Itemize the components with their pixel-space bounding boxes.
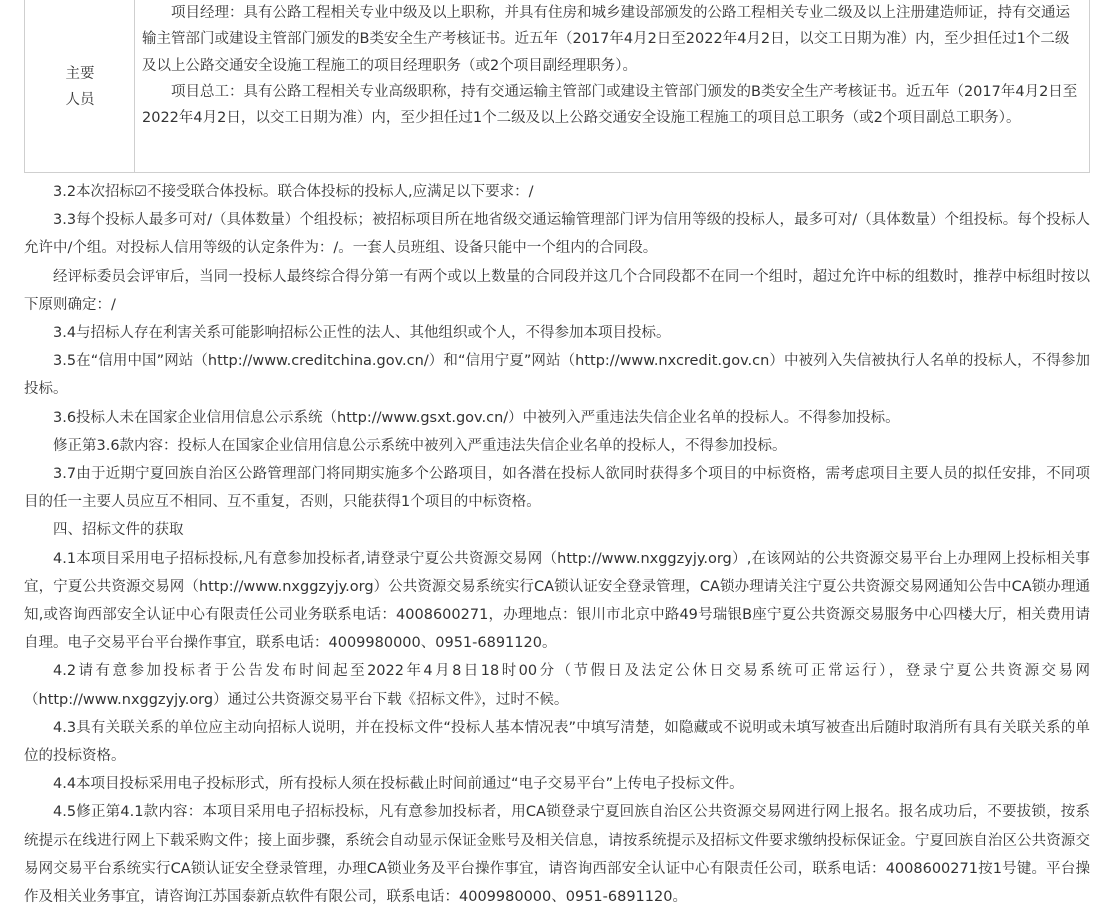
paragraph: 4.3具有关联关系的单位应主动向招标人说明，并在投标文件“投标人基本情况表”中填写清楚，如隐藏或不说明或未填写被查出后随时取消所有具有关联关系的单位的投标资格。	[24, 719, 1090, 765]
table-label-line: 主要	[65, 66, 95, 82]
project-manager-requirement: 项目经理：具有公路工程相关专业中级及以上职称，并具有住房和城乡建设部颁发的公路工程相关专业二级及以上注册建造师证，持有交通运输主管部门或建设主管部门颁发的B类安全生产考核证书。近五年（2017年4月2日至2022年4月2日，以交工日期为准）内，至少担任过1个二级及以上公路交通安全设施工程施工的项目经理职务（或2个项目副经理职务）。	[142, 5, 1070, 74]
personnel-table	[24, 0, 1090, 173]
paragraph: 经评标委员会评审后，当同一投标人最终综合得分第一有两个或以上数量的合同段并这几个合同段都不在同一个组时，超过允许中标的组数时，推荐中标组时按以下原则确定：/	[24, 268, 1090, 313]
paragraph: 4.5修正第4.1款内容：本项目采用电子招标投标，凡有意参加投标者，用CA锁登录宁夏回族自治区公共资源交易网进行网上报名。报名成功后，不要拔锁，按系统提示在线进行网上下载采购文件；接上面步骤，系统会自动显示保证金账号及相关信息，请按系统提示及招标文件要求缴纳投标保证金。宁夏回族自治区公共资源交易网交易平台系统实行CA锁认证安全登录管理，办理CA锁业务及平台操作事宜，请咨询西部安全认证中心有限责任公司，联系电话：4008600271按1号键。平台操作及相关业务事宜，请咨询江苏国泰新点软件有限公司，联系电话：4009980000、0951-6891120。	[24, 804, 1090, 906]
paragraph: 4.1本项目采用电子招标投标,凡有意参加投标者,请登录宁夏公共资源交易网（http://www.nxggzyjy.org）,在该网站的公共资源交易平台上办理网上投标相关事宜，宁夏公共资源交易网（http://www.nxggzyjy.org）公共资源交易系统实行CA锁认证安全登录管理，CA锁办理请关注宁夏公共资源交易网通知公告中CA锁办理通知,或咨询西部安全认证中心有限责任公司业务联系电话：4008600271，办理地点：银川市北京中路49号瑞银B座宁夏公共资源交易服务中心四楼大厅，相关费用请自理。电子交易平台平台操作事宜，联系电话：4009980000、0951-6891120。	[24, 550, 1090, 652]
paragraph: 4.2请有意参加投标者于公告发布时间起至2022年4月8日18时00分（节假日及法定公休日交易系统可正常运行），登录宁夏公共资源交易网（http://www.nxggzyjy.org）通过公共资源交易平台下载《招标文件》，过时不候。	[24, 663, 1090, 708]
paragraph: 3.3每个投标人最多可对/（具体数量）个组投标；被招标项目所在地省级交通运输管理部门评为信用等级的投标人，最多可对/（具体数量）个组投标。每个投标人允许中/个组。对投标人信用等级的认定条件为：/。一套人员班组、设备只能中一个组内的合同段。	[24, 212, 1090, 257]
table-content-cell	[136, 0, 1089, 131]
paragraph: 3.7由于近期宁夏回族自治区公路管理部门将同期实施多个公路项目，如各潜在投标人欲同时获得多个项目的中标资格，需考虑项目主要人员的拟任安排，不同项目的任一主要人员应互不相同、互不重复，否则，只能获得1个项目的中标资格。	[24, 466, 1090, 511]
paragraph: 4.4本项目投标采用电子投标形式，所有投标人须在投标截止时间前通过“电子交易平台”上传电子投标文件。	[53, 776, 744, 793]
paragraph: 3.5在“信用中国”网站（http://www.creditchina.gov.cn/）和“信用宁夏”网站（http://www.nxcredit.gov.cn）中被列入失信被执行人名单的投标人，不得参加投标。	[24, 353, 1090, 398]
paragraph: 3.6投标人未在国家企业信用信息公示系统（http://www.gsxt.gov.cn/）中被列入严重违法失信企业名单的投标人。不得参加投标。	[53, 409, 900, 426]
section-heading: 四、招标文件的获取	[53, 522, 184, 539]
chief-engineer-requirement: 项目总工：具有公路工程相关专业高级职称，持有交通运输主管部门或建设主管部门颁发的B类安全生产考核证书。近五年（2017年4月2日至2022年4月2日，以交工日期为准）内，至少担任过1个二级及以上公路交通安全设施工程施工的项目总工职务（或2个项目副总工职务）。	[142, 83, 1078, 127]
table-label-cell	[25, 0, 135, 172]
paragraph: 3.4与招标人存在利害关系可能影响招标公正性的法人、其他组织或个人，不得参加本项目投标。	[53, 325, 671, 342]
table-label-line: 人员	[65, 92, 95, 108]
paragraph: 3.2本次招标☑不接受联合体投标。联合体投标的投标人,应满足以下要求：/	[53, 184, 534, 200]
document-body	[24, 178, 1090, 911]
paragraph: 修正第3.6款内容：投标人在国家企业信用信息公示系统中被列入严重违法失信企业名单的投标人，不得参加投标。	[53, 437, 787, 454]
